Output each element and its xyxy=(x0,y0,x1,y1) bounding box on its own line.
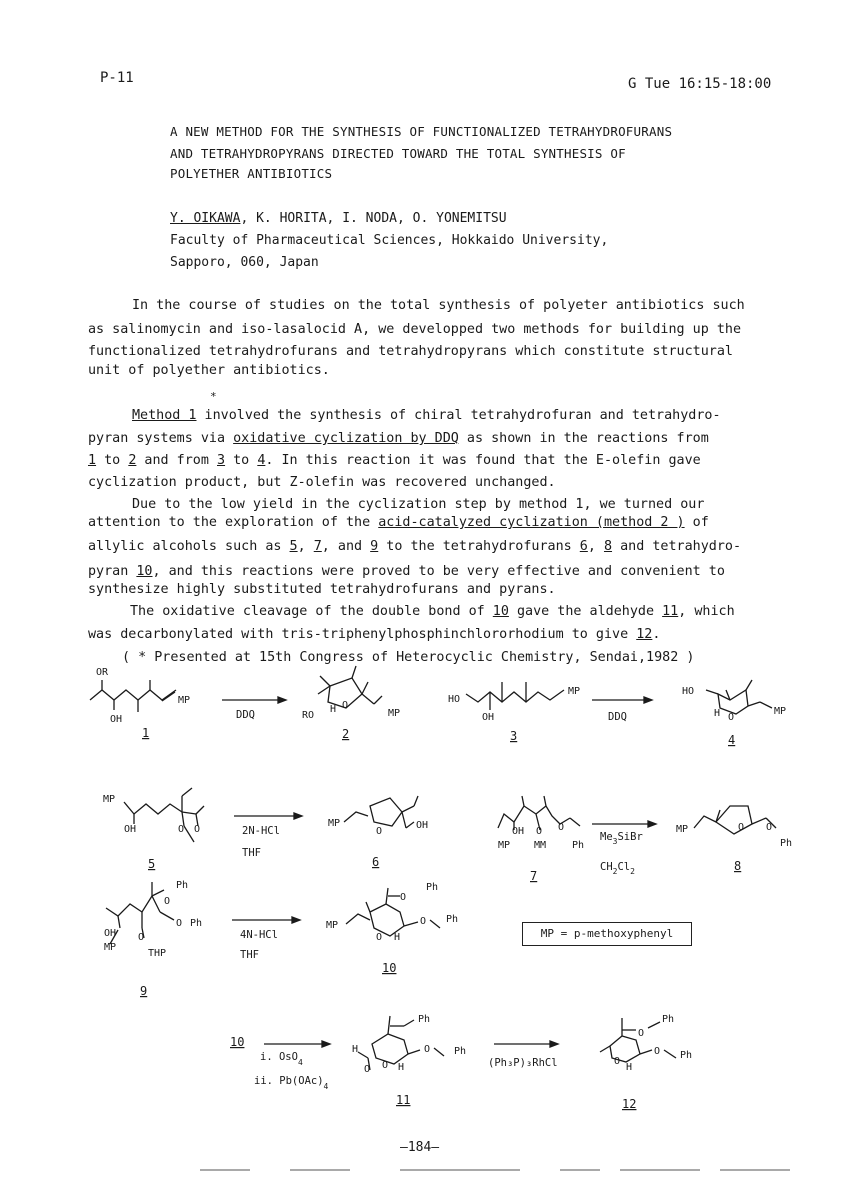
reagent-part: ii. Pb(OAc) xyxy=(254,1075,324,1087)
group-label: MM xyxy=(534,840,547,851)
para3-line-1: Due to the low yield in the cyclization step by method 1, we turned our xyxy=(132,497,705,512)
para1-line-3: functionalized tetrahydrofurans and tetrahydropyrans which constitute structural xyxy=(88,344,733,359)
compound-ref: 12 xyxy=(636,627,653,642)
group-label: O xyxy=(420,916,427,927)
reaction-arrow xyxy=(494,1041,558,1047)
para3-text: , and this reactions were proved to be very effective and convenient to xyxy=(152,564,725,579)
group-label: HO xyxy=(448,694,461,705)
group-label: Ph xyxy=(190,918,203,929)
compound-number: 8 xyxy=(734,859,742,873)
ddq-cyclization-label: oxidative cyclization by DDQ xyxy=(233,431,459,446)
group-label: OH xyxy=(482,712,495,723)
group-label: OH xyxy=(512,826,525,837)
para1-line-2: as salinomycin and iso-lasalocid A, we developped two methods for building up the xyxy=(88,322,742,337)
para2-text: as shown in the reactions from xyxy=(458,431,709,446)
compound-number: 2 xyxy=(342,727,350,741)
affiliation-line-1: Faculty of Pharmaceutical Sciences, Hokkaido University, xyxy=(170,233,609,248)
group-label: Ph xyxy=(662,1014,675,1025)
compound-ref: 2 xyxy=(128,453,137,468)
group-label: HO xyxy=(682,686,695,697)
reaction-arrow xyxy=(264,1041,330,1047)
compound-number: 10 xyxy=(382,961,397,975)
group-label: O xyxy=(138,932,145,943)
compound-ref: 1 xyxy=(88,453,97,468)
group-label: MP xyxy=(178,695,191,706)
reagent-label: THF xyxy=(242,847,261,859)
reaction-arrow xyxy=(222,697,286,703)
para3-text: , and xyxy=(321,539,371,554)
reagent-subscript: 3 xyxy=(612,837,618,846)
group-label: O xyxy=(176,918,183,929)
group-label: Ph xyxy=(418,1014,431,1025)
structure-3 xyxy=(466,682,564,710)
compound-ref: 11 xyxy=(662,604,679,619)
group-label: O xyxy=(614,1056,621,1067)
structure-8 xyxy=(694,806,776,834)
group-label: H xyxy=(714,708,721,719)
compound-number: 6 xyxy=(372,855,380,869)
compound-ref: 10 xyxy=(492,604,509,619)
para3-text: allylic alcohols such as xyxy=(88,539,290,554)
group-label: Ph xyxy=(446,914,459,925)
reaction-arrow xyxy=(232,917,300,923)
group-label: O xyxy=(382,1060,389,1071)
para4-text: gave the aldehyde xyxy=(508,604,663,619)
group-label: H xyxy=(626,1062,633,1073)
reagent-part: Me xyxy=(600,831,613,843)
mp-legend-box: MP = p-methoxyphenyl xyxy=(522,922,692,946)
para2-text: involved the synthesis of chiral tetrahydrofuran and tetrahydro- xyxy=(196,408,721,423)
group-label: O xyxy=(178,824,185,835)
compound-ref: 7 xyxy=(313,539,322,554)
group-label: Ph xyxy=(176,880,189,891)
para1-line-1: In the course of studies on the total synthesis of polyeter antibiotics such xyxy=(132,298,745,313)
compound-number: 11 xyxy=(396,1093,411,1107)
group-label: O xyxy=(400,892,407,903)
compound-ref: 10 xyxy=(136,564,153,579)
group-label: Ph xyxy=(680,1050,693,1061)
compound-ref: 9 xyxy=(370,539,379,554)
group-label: O xyxy=(558,822,565,833)
structure-1 xyxy=(90,680,176,712)
reagent-label xyxy=(260,1051,303,1067)
group-label: O xyxy=(536,826,543,837)
group-label: H xyxy=(394,932,401,943)
compound-ref: 8 xyxy=(603,539,613,554)
title-line-1: A NEW METHOD FOR THE SYNTHESIS OF FUNCTIONALIZED TETRAHYDROFURANS xyxy=(170,124,673,139)
reagent-part: i. OsO xyxy=(260,1051,298,1063)
coauthors: , K. HORITA, I. NODA, O. YONEMITSU xyxy=(240,211,507,226)
affiliation-line-2: Sapporo, 060, Japan xyxy=(170,255,319,270)
compound-number: 9 xyxy=(140,984,148,998)
reagent-label xyxy=(254,1075,329,1091)
para4-text: . xyxy=(652,627,661,642)
group-label: Ph xyxy=(454,1046,467,1057)
compound-number: 1 xyxy=(142,726,150,740)
compound-number: 3 xyxy=(510,729,518,743)
structure-10 xyxy=(346,888,440,936)
group-label: RO xyxy=(302,710,315,721)
page-number: —184— xyxy=(400,1140,440,1155)
group-label: OH xyxy=(104,928,117,939)
group-label: MP xyxy=(104,942,117,953)
para4-text: was decarbonylated with tris-triphenylphosphinchlororhodium to give xyxy=(88,627,637,642)
compound-ref: 4 xyxy=(257,453,266,468)
group-label: MP xyxy=(498,840,511,851)
reagent-subscript: 4 xyxy=(323,1082,329,1091)
group-label: OH xyxy=(416,820,429,831)
method-2-label: acid-catalyzed cyclization (method 2 ) xyxy=(378,515,685,530)
reagent-label: 2N-HCl xyxy=(242,825,280,837)
para3-text: attention to the exploration of the xyxy=(88,515,379,530)
group-label: Ph xyxy=(426,882,439,893)
para3-text: of xyxy=(684,515,709,530)
para2-line-4: cyclization product, but Z-olefin was recovered unchanged. xyxy=(88,475,556,490)
group-label: H xyxy=(398,1062,405,1073)
group-label: MP xyxy=(568,686,581,697)
group-label: H xyxy=(352,1044,359,1055)
structure-6 xyxy=(344,796,418,828)
para4-text: The oxidative cleavage of the double bond of xyxy=(130,604,493,619)
title-line-3: POLYETHER ANTIBIOTICS xyxy=(170,166,333,181)
presenter: Y. OIKAWA xyxy=(170,211,241,226)
para2-text: to xyxy=(225,453,258,468)
group-label: O xyxy=(342,700,349,711)
footnote-asterisk: * xyxy=(210,390,217,403)
para2-text: and from xyxy=(136,453,217,468)
group-label: H xyxy=(330,704,337,715)
group-label: O xyxy=(194,824,201,835)
group-label: O xyxy=(638,1028,645,1039)
reagent-label: DDQ xyxy=(236,709,255,721)
page-code: P-11 xyxy=(100,70,134,86)
group-label: O xyxy=(728,712,735,723)
group-label: O xyxy=(738,822,745,833)
para2-text: pyran systems via xyxy=(88,431,234,446)
reagent-part: CH xyxy=(600,861,613,873)
group-label: OH xyxy=(110,714,123,725)
reagent-subscript: 2 xyxy=(612,867,618,876)
compound-ref: 3 xyxy=(217,453,226,468)
group-label: Ph xyxy=(572,840,585,851)
group-label: MP xyxy=(328,818,341,829)
group-label: O xyxy=(364,1064,371,1075)
group-label: MP xyxy=(388,708,401,719)
reagent-label: THF xyxy=(240,949,259,961)
reaction-arrow xyxy=(592,697,652,703)
group-label: OH xyxy=(124,824,137,835)
group-label: O xyxy=(164,896,171,907)
group-label: O xyxy=(376,826,383,837)
method-1-label: Method 1 xyxy=(132,408,197,423)
reagent-label: 4N-HCl xyxy=(240,929,278,941)
group-label: O xyxy=(376,932,383,943)
reagent-label xyxy=(600,861,635,876)
starting-compound: 10 xyxy=(230,1035,245,1049)
group-label: O xyxy=(654,1046,661,1057)
reagent-label: (Ph₃P)₃RhCl xyxy=(488,1057,558,1069)
structure-7 xyxy=(498,796,580,830)
para3-text: pyran xyxy=(88,564,137,579)
compound-ref: 5 xyxy=(289,539,298,554)
group-label: Ph xyxy=(780,838,793,849)
compound-number: 7 xyxy=(530,869,538,883)
group-label: MP xyxy=(676,824,689,835)
presented-footnote: ( * Presented at 15th Congress of Heterocyclic Chemistry, Sendai,1982 ) xyxy=(122,650,695,665)
compound-number: 12 xyxy=(622,1097,637,1111)
compound-ref: 6 xyxy=(579,539,588,554)
compound-number: 4 xyxy=(728,733,736,747)
reagent-subscript: 4 xyxy=(297,1058,303,1067)
group-label: MP xyxy=(774,706,787,717)
reagent-part: Cl xyxy=(617,861,631,873)
reaction-arrow xyxy=(592,821,656,827)
para3-text: to the tetrahydrofurans xyxy=(378,539,580,554)
para4-text: , which xyxy=(678,604,735,619)
reagent-label xyxy=(600,831,643,846)
para3-text: , xyxy=(587,539,604,554)
group-label: THP xyxy=(148,948,167,959)
group-label: O xyxy=(424,1044,431,1055)
para3-line-5: synthesize highly substituted tetrahydrofurans and pyrans. xyxy=(88,582,556,597)
title-line-2: AND TETRAHYDROPYRANS DIRECTED TOWARD THE TOTAL SYNTHESIS OF xyxy=(170,146,626,161)
session-time: G Tue 16:15-18:00 xyxy=(628,76,772,92)
para1-line-4: unit of polyether antibiotics. xyxy=(88,363,330,378)
compound-number: 5 xyxy=(148,857,156,871)
reagent-label: DDQ xyxy=(608,711,627,723)
para2-text: . In this reaction it was found that the E-olefin gave xyxy=(265,453,701,468)
reagent-subscript: 2 xyxy=(630,867,635,876)
para3-text: and tetrahydro- xyxy=(612,539,742,554)
group-label: MP xyxy=(103,794,116,805)
group-label: O xyxy=(766,822,773,833)
group-label: OR xyxy=(96,667,109,678)
para2-text: to xyxy=(96,453,129,468)
group-label: MP xyxy=(326,920,339,931)
structure-2 xyxy=(318,666,382,708)
reagent-part: SiBr xyxy=(617,831,643,843)
para3-text: , xyxy=(297,539,314,554)
reaction-arrow xyxy=(234,813,302,819)
